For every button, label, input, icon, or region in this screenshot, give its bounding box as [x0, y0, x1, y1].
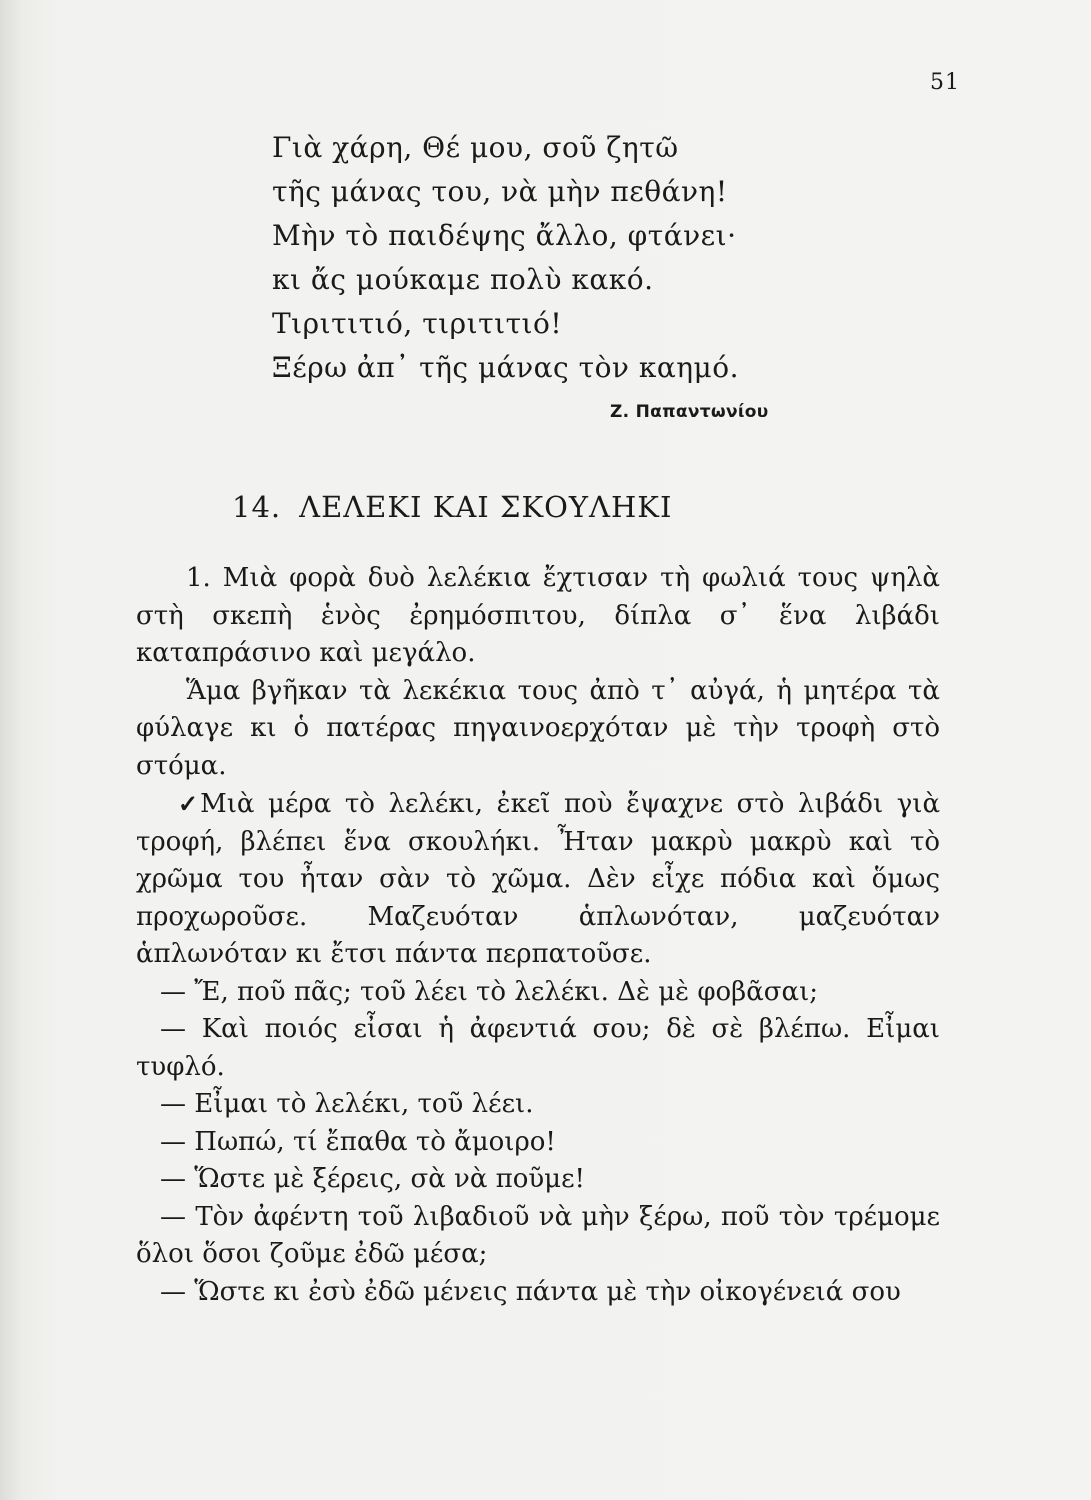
checkmark-icon: ✓	[178, 789, 199, 818]
poem-line: Γιὰ χάρη, Θέ μου, σοῦ ζητῶ	[272, 131, 679, 164]
poem-line: Μὴν τὸ παιδέψης ἄλλο, φτάνει·	[272, 219, 737, 252]
chapter-number: 14.	[232, 490, 282, 524]
page-number: 51	[930, 70, 960, 95]
poem-line: Ξέρω ἀπ᾿ τῆς μάνας τὸν καημό.	[272, 351, 739, 384]
dialogue-line: — Εἶμαι τὸ λελέκι, τοῦ λέει.	[160, 1089, 534, 1119]
poem-stanza	[272, 126, 972, 390]
dialogue-line: — Ἔ, ποῦ πᾶς; τοῦ λέει τὸ λελέκι. Δὲ μὲ φοβᾶσαι;	[160, 976, 819, 1007]
poem-line: κι ἄς μούκαμε πολὺ κακό.	[272, 263, 654, 296]
dialogue-line: — Πωπώ, τί ἔπαθα τὸ ἄμοιρο!	[160, 1126, 556, 1157]
dialogue-line: — Ὥστε μὲ ξέρεις, σὰ νὰ ποῦμε!	[160, 1164, 586, 1194]
paragraph-text: Μιὰ μέρα τὸ λελέκι, ἐκεῖ ποὺ ἔψαχνε στὸ λιβάδι γιὰ τροφή, βλέπει ἕνα σκουλήκι. Ἦταν μακρὺ μακρὺ καὶ τὸ χρῶμα του ἦταν σὰν τὸ χῶμα. Δὲν εἶχε πόδια καὶ ὅμως προχωροῦσε. Μαζευόταν ἁπλωνόταν, μαζευόταν ἁπλωνόταν κι ἔτσι πάντα περπατοῦσε.	[136, 789, 940, 969]
paragraph: Ἅμα βγῆκαν τὰ λεκέκια τους ἀπὸ τ᾿ αὐγά, ἡ μητέρα τὰ φύλαγε κι ὁ πατέρας πηγαινοερχόταν μὲ τὴν τροφὴ στὸ στόμα.	[136, 675, 940, 781]
dialogue-line: — Ὥστε κι ἐσὺ ἐδῶ μένεις πάντα μὲ τὴν οἰκογένειά σου	[160, 1276, 901, 1307]
paragraph	[136, 785, 940, 974]
chapter-title: ΛΕΛΕΚΙ ΚΑΙ ΣΚΟΥΛΗΚΙ	[299, 490, 673, 524]
story-text	[136, 560, 940, 1311]
dialogue-line: — Καὶ ποιός εἶσαι ἡ ἀφεντιά σου; δὲ σὲ βλέπω. Εἶμαι τυφλό.	[136, 1014, 940, 1082]
poem-line: τῆς μάνας του, νὰ μὴν πεθάνη!	[272, 175, 728, 208]
poem-line: Τιριτιτιό, τιριτιτιό!	[272, 307, 563, 340]
paragraph: 1. Μιὰ φορὰ δυὸ λελέκια ἔχτισαν τὴ φωλιά τους ψηλὰ στὴ σκεπὴ ἑνὸς ἐρημόσπιτου, δίπλα σ᾿ ἕνα λιβάδι καταπράσινο καὶ μεγάλο.	[136, 563, 940, 668]
chapter-heading	[232, 490, 672, 524]
dialogue-line: — Τὸν ἀφέντη τοῦ λιβαδιοῦ νὰ μὴν ξέρω, ποῦ τὸν τρέμομε ὅλοι ὅσοι ζοῦμε ἐδῶ μέσα;	[136, 1201, 940, 1269]
poem-author: Ζ. Παπαντωνίου	[610, 402, 769, 422]
